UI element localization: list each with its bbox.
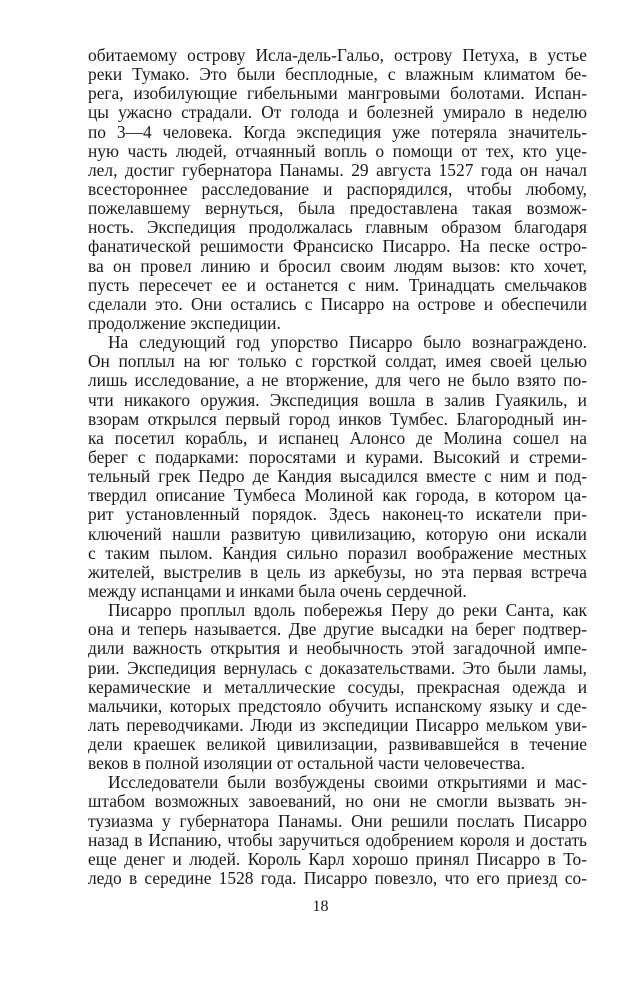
paragraph-1 [88,46,587,333]
text-line: ва он провел линию и бросил своим людям вызов: кто хочет, [88,255,587,276]
text-line: всестороннее расследование и распорядился, чтобы любому, [88,178,587,199]
text-line: веков в полной изоляции от остальной части человечества. [88,753,525,774]
text-line: еще денег и людей. Король Карл хорошо принял Писарро в То- [88,848,587,869]
text-line: Писарро проплыл вдоль побережья Перу до реки Санта, как [108,600,587,621]
text-line: назад в Испанию, чтобы заручиться одобрением короля и достать [88,829,587,850]
text-line: тузиазма у губернатора Панамы. Они решили послать Писарро [88,810,587,831]
text-line: ка посетил корабль, и испанец Алонсо де Молина сошел на [88,427,587,448]
text-line: пусть пересечет ее и останется с ним. Тринадцать смельчаков [88,274,587,295]
text-line: рит установленный порядок. Здесь наконец-то искатели при- [88,504,587,525]
text-line: жителей, выстрелив в цель из аркебузы, но эта первая встреча [88,561,587,582]
text-line: ность. Экспедиция продолжалась главным образом благодаря [88,217,587,238]
text-line: мальчики, которых предстояло обучить испанскому языку и сде- [88,695,587,716]
text-line: дели краешек великой цивилизации, развивавшейся в течение [88,734,587,755]
text-line: лать переводчиками. Люди из экспедиции Писарро мельком уви- [88,714,587,735]
text-line: по 3—4 человека. Когда экспедиция уже потеряла значитель- [88,121,587,142]
text-line: берег с подарками: поросятами и курами. Высокий и стреми- [88,446,587,467]
text-line: тельный грек Педро де Кандия высадился вместе с ним и под- [88,466,587,487]
text-line: ключений нашли развитую цивилизацию, которую они искали [88,523,587,544]
text-line: твердил описание Тумбеса Молиной как города, в котором ца- [88,485,587,506]
text-line: пожелавшему вернуться, была предоставлена такая возмож- [88,198,587,219]
text-line: дили важность открытия и необычность этой загадочной импе- [88,638,587,659]
text-line: цы ужасно страдали. От голода и болезней умирало в неделю [88,102,587,123]
text-line: ледо в середине 1528 года. Писарро повезло, что его приезд со- [88,868,587,889]
text-line: рии. Экспедиция вернулась с доказательствами. Это были ламы, [88,657,587,678]
text-line: реки Тумако. Это были бесплодные, с влажным климатом бе- [88,64,587,85]
text-line: чти никакого оружия. Экспедиция вошла в залив Гуаякиль, и [88,389,587,410]
text-line: Он поплыл на юг только с горсткой солдат, имея своей целью [88,351,587,372]
text-line: она и теперь называется. Две другие высадки на берег подтвер- [88,619,587,640]
text-line: взорам открылся первый город инков Тумбес. Благородный ин- [88,408,587,429]
text-line: На следующий год упорство Писарро было вознаграждено. [108,332,587,353]
text-line: с таким пылом. Кандия сильно поразил воображение местных [88,542,587,563]
text-line: лел, достиг губернатора Панамы. 29 августа 1527 года он начал [88,159,587,180]
text-line: ную часть людей, отчаянный вопль о помощи от тех, кто уце- [88,140,587,161]
text-line: сделали это. Они остались с Писарро на острове и обеспечили [88,293,587,314]
text-line: между испанцами и инками была очень сердечной. [88,580,467,601]
paragraph-2 [88,333,587,601]
page-number: 18 [312,898,329,915]
text-line: лишь исследование, а не вторжение, для чего не было взято по- [88,370,587,391]
text-line: рега, изобилующие гибельными мангровыми болотами. Испан- [88,83,587,104]
text-line: керамические и металлические сосуды, прекрасная одежда и [88,676,587,697]
text-line: продолжение экспедиции. [88,312,281,333]
text-line: фанатической решимости Франсиско Писарро. На песке остро- [88,236,587,257]
paragraph-4 [88,773,587,888]
text-line: Исследователи были возбуждены своими открытиями и мас- [108,772,587,793]
text-line: обитаемому острову Исла-дель-Гальо, острову Петуха, в устье [88,45,587,65]
paragraph-3 [88,601,587,773]
book-page-text [88,46,587,888]
text-line: штабом возможных завоеваний, но они не смогли вызвать эн- [88,791,587,812]
